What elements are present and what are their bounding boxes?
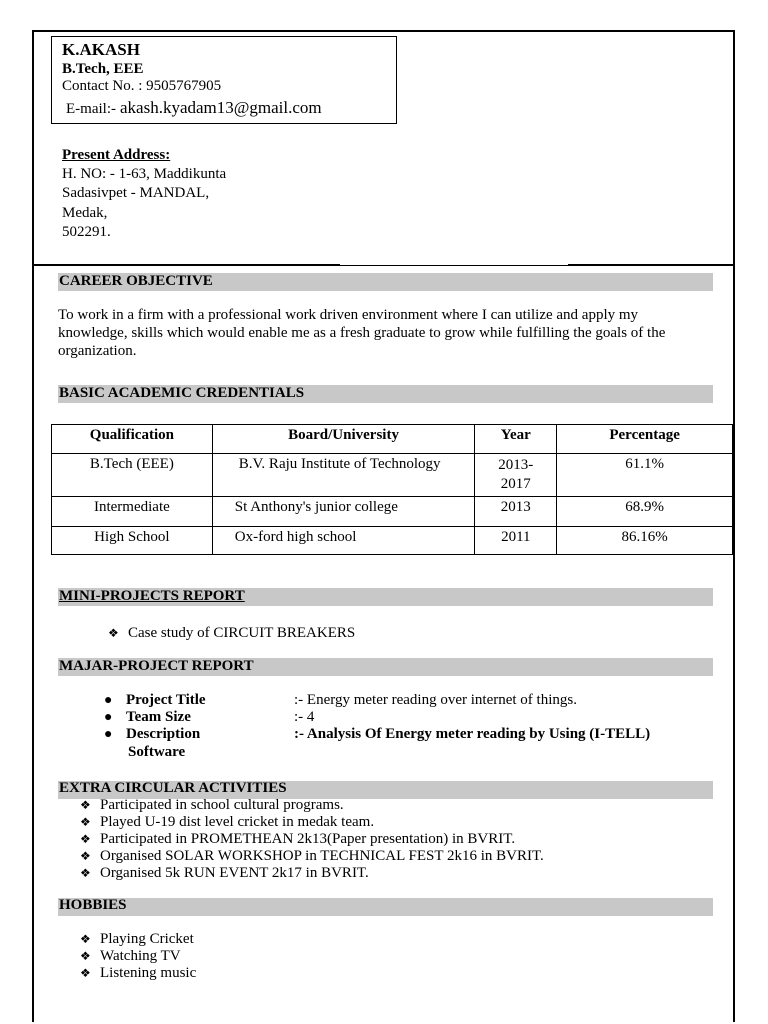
table-cell: 86.16% [557, 527, 733, 555]
address-line: 502291. [62, 224, 111, 240]
major-project-title: MAJAR-PROJECT REPORT [59, 658, 254, 674]
table-cell: Ox-ford high school [212, 527, 475, 555]
column-header: Qualification [52, 425, 213, 454]
list-item: ❖ Played U-19 dist level cricket in medak team. [80, 814, 375, 830]
extra-activities-title: EXTRA CIRCULAR ACTIVITIES [59, 780, 287, 796]
table-cell: High School [52, 527, 213, 555]
contact-number: Contact No. : 9505767905 [62, 78, 222, 94]
address-line: Medak, [62, 205, 108, 221]
candidate-name: K.AKASH [62, 40, 140, 59]
table-row [52, 454, 733, 497]
bullet-icon: ● [104, 710, 113, 725]
project-value: :- Analysis Of Energy meter reading by Using (I-TELL) [294, 726, 651, 742]
table-cell: Intermediate [52, 497, 213, 527]
table-cell: 2013-2017 [475, 454, 557, 497]
address-heading: Present Address: [62, 147, 171, 163]
list-item: ❖ Organised SOLAR WORKSHOP in TECHNICAL FEST 2k16 in BVRIT. [80, 848, 544, 864]
diamond-bullet-icon: ❖ [80, 966, 91, 980]
diamond-bullet-icon: ❖ [80, 866, 91, 880]
email-address[interactable]: akash.kyadam13@gmail.com [119, 98, 322, 117]
divider [32, 264, 340, 266]
academic-table [51, 424, 733, 555]
diamond-bullet-icon: ❖ [80, 849, 91, 863]
academic-credentials-title: BASIC ACADEMIC CREDENTIALS [59, 385, 305, 401]
mini-projects-title: MINI-PROJECTS REPORT [59, 588, 245, 604]
list-item: ❖ Case study of CIRCUIT BREAKERS [108, 625, 356, 641]
section-bar [58, 898, 713, 916]
divider [568, 264, 735, 266]
email-label: E-mail:- [66, 101, 116, 117]
list-item: ❖ Organised 5k RUN EVENT 2k17 in BVRIT. [80, 865, 369, 881]
column-header: Year [475, 425, 557, 454]
divider [340, 265, 568, 266]
email-row [66, 98, 322, 118]
project-value: :- Energy meter reading over internet of things. [294, 692, 577, 708]
diamond-bullet-icon: ❖ [80, 815, 91, 829]
diamond-bullet-icon: ❖ [80, 798, 91, 812]
diamond-bullet-icon: ❖ [108, 626, 119, 640]
table-row [52, 497, 733, 527]
table-cell: 68.9% [557, 497, 733, 527]
diamond-bullet-icon: ❖ [80, 949, 91, 963]
table-row [52, 527, 733, 555]
career-objective-text: To work in a firm with a professional work driven environment where I can utilize and apply my knowledge, skills which would enable me as a fresh graduate to grow while fulfilling the goals of the organization. [58, 307, 666, 359]
list-item: ● Project Title [104, 692, 206, 708]
column-header: Board/University [212, 425, 475, 454]
table-cell: B.V. Raju Institute of Technology [212, 454, 475, 497]
hobbies-title: HOBBIES [59, 897, 127, 913]
column-header: Percentage [557, 425, 733, 454]
list-item: ● Team Size [104, 709, 191, 725]
description-continued: Software [128, 744, 186, 760]
project-value: :- 4 [294, 709, 315, 725]
table-cell: 2013 [475, 497, 557, 527]
table-cell: 2011 [475, 527, 557, 555]
address-line: H. NO: - 1-63, Maddikunta [62, 166, 227, 182]
diamond-bullet-icon: ❖ [80, 932, 91, 946]
list-item: ❖ Participated in school cultural programs. [80, 797, 344, 813]
table-cell: B.Tech (EEE) [52, 454, 213, 497]
bullet-icon: ● [104, 693, 113, 708]
career-objective-title: CAREER OBJECTIVE [59, 273, 213, 289]
degree: B.Tech, EEE [62, 61, 144, 77]
bullet-icon: ● [104, 727, 113, 742]
table-header-row [52, 425, 733, 454]
table-cell: 61.1% [557, 454, 733, 497]
table-cell: St Anthony's junior college [212, 497, 475, 527]
list-item: ❖ Listening music [80, 965, 197, 981]
list-item: ❖ Participated in PROMETHEAN 2k13(Paper presentation) in BVRIT. [80, 831, 516, 847]
list-item: ❖ Playing Cricket [80, 931, 194, 947]
list-item: ● Description [104, 726, 201, 742]
diamond-bullet-icon: ❖ [80, 832, 91, 846]
address-line: Sadasivpet - MANDAL, [62, 185, 210, 201]
list-item: ❖ Watching TV [80, 948, 181, 964]
